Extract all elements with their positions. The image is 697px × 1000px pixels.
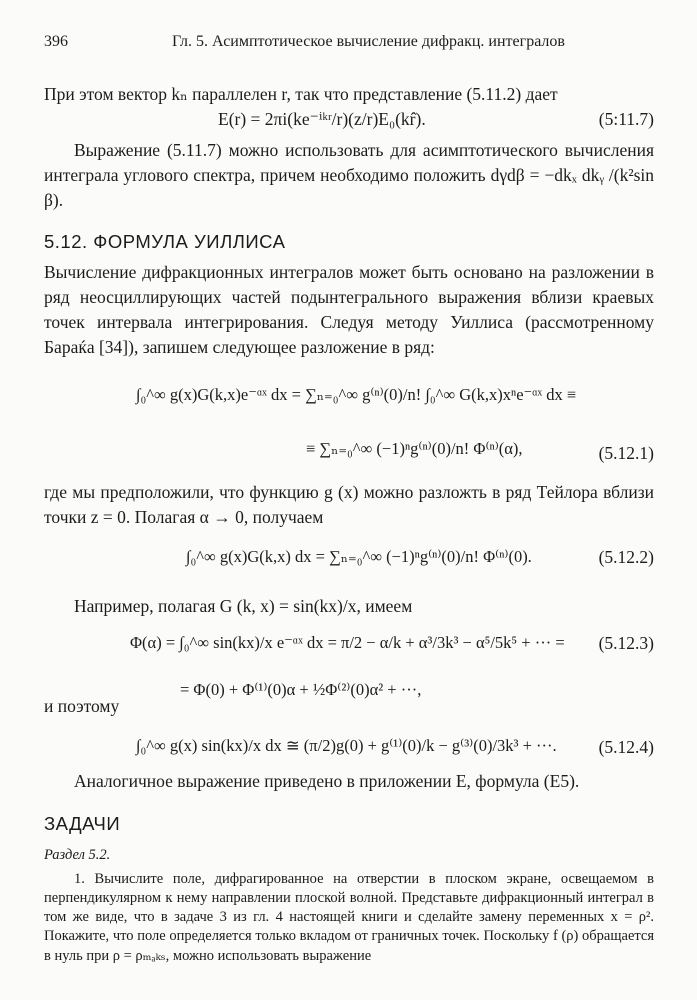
paragraph-angular-spectrum: Выражение (5.11.7) можно использовать для асимптотического вычисления интеграла углового спектра, причем необходимо положить dγdβ = −dkₓ dkᵧ /(k²sin β). [44, 140, 654, 211]
paragraph-taylor: где мы предположили, что функцию g (x) можно разложть в ряд Тейлора вблизи точки z = 0. Полагая α → 0, получаем [44, 482, 654, 527]
running-title: Гл. 5. Асимптотическое вычисление дифракц. интегралов [172, 33, 565, 50]
paragraph-example: Например, полагая G (k, x) = sin(kx)/x, имеем [74, 596, 413, 616]
paragraph-appendix-ref: Аналогичное выражение приведено в приложении Е, формула (Е5). [74, 771, 580, 791]
equation-number-5-12-2: (5.12.2) [598, 547, 654, 567]
subsection-label: Раздел 5.2. [44, 847, 111, 863]
equation-5-12-2: ∫₀^∞ g(x)G(k,x) dx = ∑ₙ₌₀^∞ (−1)ⁿg⁽ⁿ⁾(0)/n! Φ⁽ⁿ⁾(0). [186, 547, 532, 566]
page-number: 396 [44, 33, 68, 50]
equation-5-12-1-line1: ∫₀^∞ g(x)G(k,x)e⁻ᵅˣ dx = ∑ₙ₌₀^∞ g⁽ⁿ⁾(0)/n! ∫₀^∞ G(k,x)xⁿe⁻ᵅˣ dx ≡ [136, 385, 577, 404]
equation-5-11-7: E(r) = 2πi(ke⁻ⁱᵏʳ/r)(z/r)E₀(kr̂). [218, 109, 426, 129]
paragraph-therefore: и поэтому [44, 696, 120, 716]
equation-5-12-4: ∫₀^∞ g(x) sin(kx)/x dx ≅ (π/2)g(0) + g⁽¹⁾(0)/k − g⁽³⁾(0)/3k³ + ···. [136, 736, 557, 755]
equation-number-5-11-7: (5:11.7) [598, 109, 654, 129]
paragraph-willis-method: Вычисление дифракционных интегралов может быть основано на разложении в ряд неосциллирующих частей подынтегрального выражения вблизи краевых точек интервала интегрирования. Следуя методу Уиллиса (рассмотренному Бараќа [34]), запишем следующее разложение в ряд: [44, 262, 654, 358]
task-1-text: 1. Вычислите поле, дифрагированное на отверстии в плоском экране, освещаемом в перпендикулярном к нему направлении плоской волной. Представьте дифракционный интеграл в том же виде, что в задаче 3 из гл. 4 настоящей книги и сделайте замену переменных x = ρ². Покажите, что поле определяется только вкладом от граничных точек. Поскольку f (ρ) обращается в нуль при ρ = ρₘₐₖₛ, можно использовать выражение [44, 871, 654, 964]
equation-number-5-12-1: (5.12.1) [598, 443, 654, 463]
tasks-heading: ЗАДАЧИ [44, 813, 121, 834]
equation-5-12-3-line2: = Φ(0) + Φ⁽¹⁾(0)α + ½Φ⁽²⁾(0)α² + ···, [180, 680, 422, 699]
paragraph-intro: При этом вектор kₙ параллелен r, так что представление (5.11.2) дает [44, 84, 558, 104]
equation-5-12-1-line2: ≡ ∑ₙ₌₀^∞ (−1)ⁿg⁽ⁿ⁾(0)/n! Φ⁽ⁿ⁾(α), [306, 439, 523, 458]
equation-number-5-12-4: (5.12.4) [598, 737, 654, 757]
section-heading-5-12: 5.12. ФОРМУЛА УИЛЛИСА [44, 231, 286, 252]
equation-number-5-12-3: (5.12.3) [598, 633, 654, 653]
equation-5-12-3-line1: Φ(α) = ∫₀^∞ sin(kx)/x e⁻ᵅˣ dx = π/2 − α/k + α³/3k³ − α⁵/5k⁵ + ··· = [130, 633, 565, 652]
